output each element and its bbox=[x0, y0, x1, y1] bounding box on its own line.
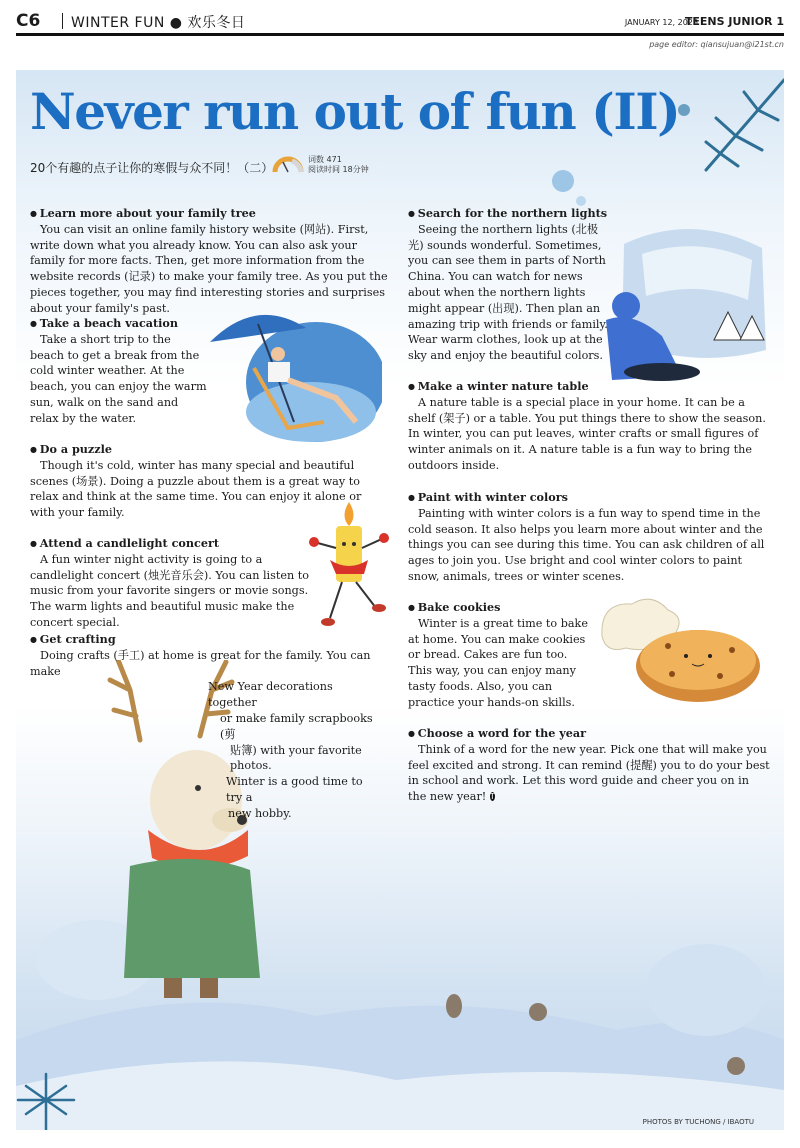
publication-name: TEENS JUNIOR 1 bbox=[684, 15, 784, 28]
header-rule bbox=[16, 33, 784, 36]
section-body bbox=[30, 648, 380, 680]
text-line: them in parts of North China. You bbox=[408, 254, 606, 284]
text-line: Winter is a great time to bake bbox=[418, 616, 588, 630]
text-line: This way, you can enjoy many bbox=[408, 664, 576, 678]
text-line: can see during this time. You can ask children of all ages to join you. bbox=[408, 538, 765, 568]
section-body bbox=[408, 616, 592, 711]
section-body bbox=[30, 458, 382, 521]
text-line: concert (烛光音乐会). You can listen to music from bbox=[30, 568, 309, 598]
section-heading: ● Choose a word for the year bbox=[408, 726, 770, 742]
section-body bbox=[408, 222, 608, 364]
section-heading: ● Attend a candlelight concert bbox=[30, 536, 314, 552]
section-body bbox=[30, 552, 314, 631]
section-body bbox=[408, 395, 770, 474]
text-line: Take a short trip to the beach bbox=[30, 332, 171, 362]
text-line: winter weather. At the beach, bbox=[30, 364, 185, 394]
section-northern-lights bbox=[408, 206, 608, 364]
reading-gauge-icon bbox=[272, 155, 304, 175]
section-family-tree bbox=[30, 206, 390, 317]
section-heading: ● Take a beach vacation bbox=[30, 316, 208, 332]
text-line: the northern lights might appear bbox=[408, 285, 586, 315]
text-line: A fun winter night activity is going to a candlelight bbox=[30, 552, 263, 582]
text-line: 贴簿) with your favorite photos. bbox=[230, 743, 362, 773]
header-divider bbox=[62, 13, 63, 29]
text-line: your hands-on skills. bbox=[457, 695, 575, 709]
text-line: It can be a shelf (架子) or a table. You put things bbox=[408, 395, 745, 425]
text-line: interesting stories and surprises about your family's past. bbox=[30, 285, 385, 315]
text-line: Painting with winter colors is a fun way to spend time in the cold bbox=[408, 506, 761, 536]
section-bake-cookies bbox=[408, 600, 592, 711]
text-line: to get a break from the cold bbox=[30, 348, 200, 378]
bubble-decoration bbox=[552, 170, 574, 192]
text-line: A nature table is a special place in your home. bbox=[418, 395, 682, 409]
text-line: (出现). Then plan an amazing trip bbox=[408, 301, 601, 331]
section-candlelight-concert bbox=[30, 536, 314, 631]
northern-lights-illustration bbox=[602, 220, 774, 388]
text-line: or make family scrapbooks (剪 bbox=[220, 711, 373, 741]
section-get-crafting bbox=[30, 632, 380, 822]
subtitle-cn: 20个有趣的点子让你的寒假与众不同！（二） bbox=[30, 161, 274, 175]
text-line: water. bbox=[101, 411, 137, 425]
text-line: Winter is a good time to try a bbox=[226, 775, 363, 804]
text-line: walk on the sand and relax by the bbox=[30, 395, 179, 425]
text-line: facts. Then, get more information from the website records (记录) to bbox=[30, 254, 365, 284]
text-line: there to show the season. In winter, you can put leaves, winter crafts bbox=[408, 411, 766, 441]
text-line: Though it's cold, winter has many bbox=[40, 458, 233, 472]
text-line: make your family tree. As you put the pieces together, you may find bbox=[30, 270, 388, 299]
text-line: special and beautiful scenes (场景). Doing a puzzle about them is a bbox=[30, 458, 355, 488]
text-line: and work. Let this word guide and cheer you on in the new year! bbox=[408, 774, 749, 804]
section-nature-table bbox=[408, 379, 770, 474]
text-line: can watch for news about when bbox=[408, 270, 583, 299]
section-name: WINTER FUN ● 欢乐冬日 bbox=[71, 15, 246, 31]
text-line: and beautiful music make the concert special. bbox=[30, 600, 295, 629]
section-body-continued bbox=[30, 679, 380, 821]
bubble-decoration bbox=[576, 196, 586, 206]
text-line: at home. You can make cookies bbox=[408, 632, 586, 646]
text-line: Seeing the northern lights (北极光) sounds bbox=[408, 222, 599, 252]
issue-date: JANUARY 12, 2026 bbox=[624, 18, 698, 27]
text-line: You can visit an online family history website (网站). First, write bbox=[30, 222, 369, 252]
section-heading: ● Make a winter nature table bbox=[408, 379, 770, 395]
page-number: C6 bbox=[16, 11, 41, 31]
text-line: tasty foods. Also, you can practice bbox=[408, 679, 553, 709]
page-title: Never run out of fun (II) bbox=[30, 82, 680, 141]
section-winter-colors bbox=[408, 490, 770, 585]
text-line: can enjoy it alone or with your family. bbox=[30, 490, 362, 520]
section-heading: ● Get crafting bbox=[30, 632, 380, 648]
article-panel bbox=[16, 70, 784, 1130]
page-header bbox=[16, 10, 784, 34]
text-line: wonderful. Sometimes, you can see bbox=[408, 238, 602, 268]
section-label-cn: 欢乐冬日 bbox=[187, 15, 246, 31]
text-line: with friends or family. Wear warm bbox=[408, 317, 608, 347]
section-body bbox=[408, 506, 770, 585]
word-count: 词数 471 bbox=[308, 155, 342, 164]
text-line: or bread. Cakes are fun too. bbox=[408, 648, 568, 662]
page-editor: page editor: qiansujuan@i21st.cn bbox=[649, 40, 784, 49]
section-body bbox=[30, 332, 208, 427]
text-line: your favorite singers or movie songs. The warm lights bbox=[30, 584, 309, 614]
text-line: great way to relax and think at the same time. You bbox=[30, 474, 360, 504]
section-beach-vacation bbox=[30, 316, 208, 427]
section-heading: ● Paint with winter colors bbox=[408, 490, 770, 506]
section-heading: ● Bake cookies bbox=[408, 600, 592, 616]
section-heading: ● Search for the northern lights bbox=[408, 206, 608, 222]
text-line: excited and strong. It can remind (提醒) you to do your best in school bbox=[408, 758, 770, 788]
text-line: or small figures of winter animals on it. A nature table is a fun way to bbox=[408, 427, 759, 457]
section-word-for-year bbox=[408, 726, 770, 805]
text-line: down what you already know. You can also ask your family for more bbox=[30, 238, 357, 268]
section-label: WINTER FUN bbox=[71, 15, 165, 31]
section-heading: ● Do a puzzle bbox=[30, 442, 382, 458]
section-heading: ● Learn more about your family tree bbox=[30, 206, 390, 222]
text-line: New Year decorations together bbox=[208, 680, 333, 710]
text-line: Doing crafts (手工) at home is great for the family. You can make bbox=[30, 648, 371, 678]
text-line: bring the outdoors inside. bbox=[408, 443, 752, 472]
end-mark-icon: T bbox=[489, 792, 495, 802]
text-line: Use bright and cool winter colors to paint snow, animals, trees or bbox=[408, 554, 743, 583]
cookie-illustration bbox=[592, 596, 766, 714]
section-body bbox=[408, 742, 770, 805]
beach-vacation-illustration bbox=[206, 302, 382, 450]
text-line: clothes, look up at the sky and enjoy bbox=[408, 333, 603, 363]
section-body bbox=[30, 222, 390, 317]
text-line: season. It also helps you learn more about winter and the things you bbox=[408, 522, 763, 552]
reading-stats bbox=[308, 155, 369, 175]
reading-time: 阅读时间 18分钟 bbox=[308, 165, 369, 174]
text-line: winter scenes. bbox=[542, 569, 625, 583]
text-line: the beautiful colors. bbox=[488, 349, 603, 363]
text-line: new hobby. bbox=[228, 806, 292, 820]
text-line: you can enjoy the warm sun, bbox=[30, 380, 207, 409]
snowflake-icon bbox=[676, 70, 784, 180]
photo-credit: PHOTOS BY TUCHONG / IBAOTU bbox=[642, 1118, 754, 1126]
text-line: Think of a word for the new year. Pick one that will make you feel bbox=[408, 742, 767, 772]
section-puzzle bbox=[30, 442, 382, 521]
candle-character-illustration bbox=[306, 502, 392, 632]
